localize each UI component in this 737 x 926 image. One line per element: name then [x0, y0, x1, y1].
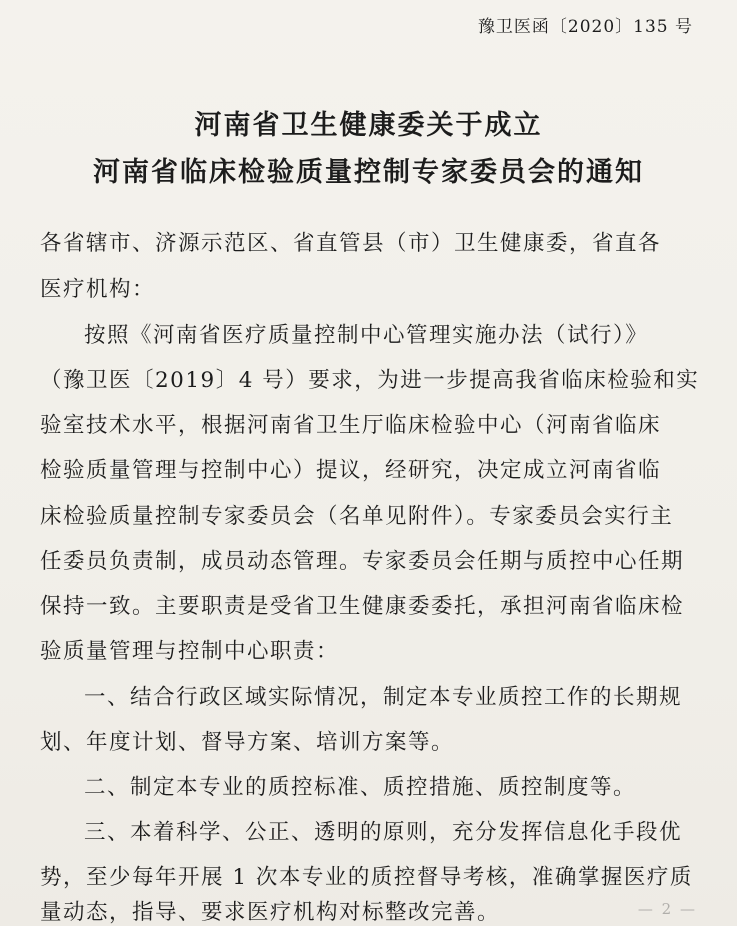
body-line: 保持一致。主要职责是受省卫生健康委委托，承担河南省临床检	[40, 594, 685, 619]
body-line: 划、年度计划、督导方案、培训方案等。	[40, 730, 455, 755]
body-line: 验室技术水平，根据河南省卫生厅临床检验中心（河南省临床	[40, 413, 662, 438]
body-line: 量动态，指导、要求医疗机构对标整改完善。	[40, 900, 501, 925]
body-line: 三、本着科学、公正、透明的原则，充分发挥信息化手段优	[84, 820, 683, 845]
page-title-line-1: 河南省卫生健康委关于成立	[194, 110, 543, 141]
body-line: 一、结合行政区域实际情况，制定本专业质控工作的长期规	[84, 685, 683, 710]
document-number: 豫卫医函〔2020〕135 号	[477, 17, 693, 37]
body-line: （豫卫医〔2019〕4 号）要求，为进一步提高我省临床检验和实	[40, 368, 700, 393]
body-line: 按照《河南省医疗质量控制中心管理实施办法（试行）》	[84, 323, 649, 348]
body-line: 二、制定本专业的质控标准、质控措施、质控制度等。	[84, 775, 637, 800]
page-number: — 2 —	[637, 900, 697, 918]
body-line: 势，至少每年开展 1 次本专业的质控督导考核，准确掌握医疗质	[40, 865, 693, 890]
body-line: 各省辖市、济源示范区、省直管县（市）卫生健康委，省直各	[40, 231, 662, 256]
body-line: 检验质量管理与控制中心）提议，经研究，决定成立河南省临	[40, 458, 662, 483]
page-title-line-2: 河南省临床检验质量控制专家委员会的通知	[93, 157, 644, 188]
body-line: 验质量管理与控制中心职责：	[40, 639, 340, 664]
body-line: 医疗机构：	[40, 277, 156, 302]
body-line: 任委员负责制，成员动态管理。专家委员会任期与质控中心任期	[40, 549, 685, 574]
body-line: 床检验质量控制专家委员会（名单见附件）。专家委员会实行主	[40, 504, 674, 529]
